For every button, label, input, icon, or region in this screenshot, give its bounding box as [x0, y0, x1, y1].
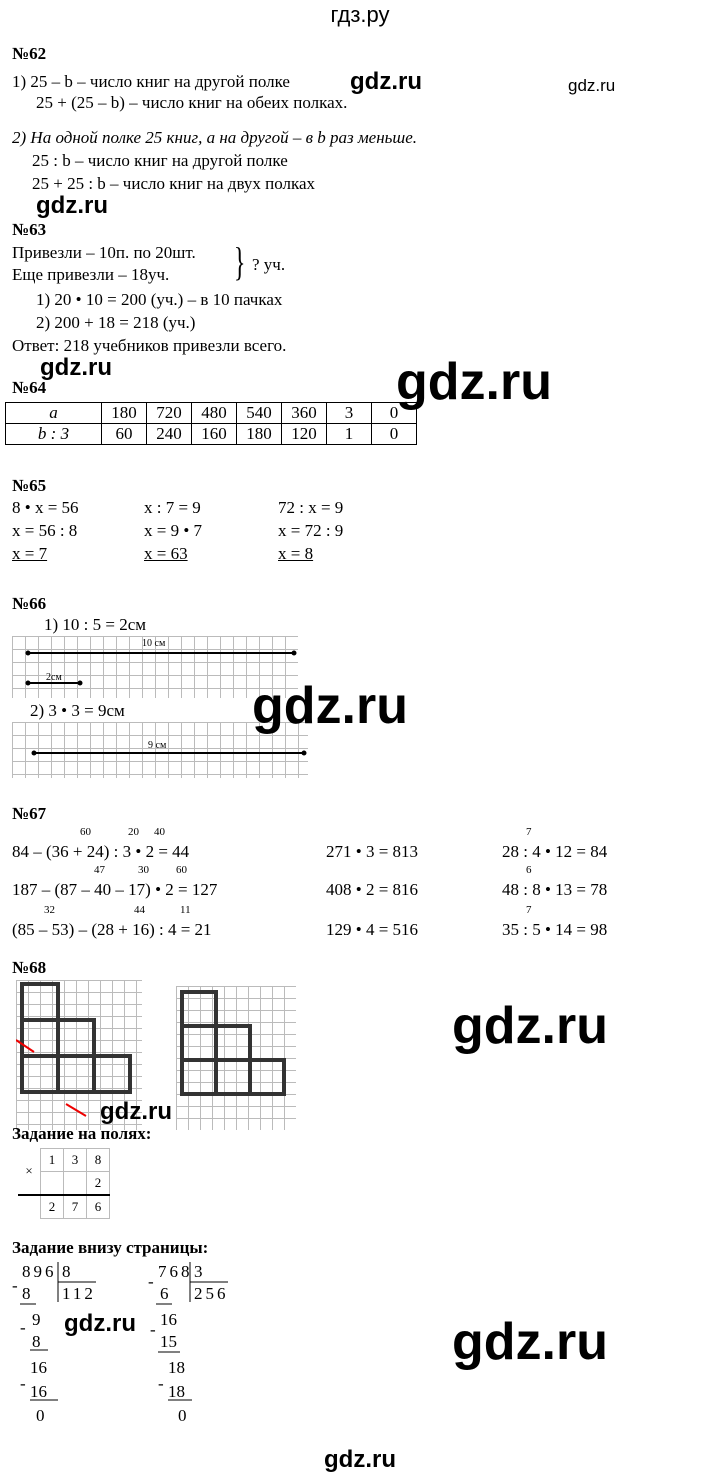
task-62-line5: 25 + 25 : b – число книг на двух полках	[32, 174, 316, 193]
watermark: gdz.ru	[100, 1098, 172, 1125]
table-row	[6, 424, 417, 445]
division-step: 8	[32, 1332, 41, 1351]
expression: 129 • 4 = 516	[326, 920, 419, 939]
step-number: 44	[134, 904, 145, 916]
task-62-line3: 2) На одной полке 25 книг, а на другой – в b раз меньше.	[12, 128, 418, 147]
task-63-title: №63	[12, 220, 47, 239]
division-step: 16	[160, 1310, 177, 1329]
eq-answer: x = 63	[144, 544, 188, 563]
watermark: gdz.ru	[40, 354, 112, 381]
step-number: 7	[526, 826, 532, 838]
segment-endpoint	[26, 681, 31, 686]
divisor: 3	[194, 1262, 203, 1281]
table-cell: 1	[327, 424, 372, 445]
segment-label: 9 см	[148, 740, 167, 751]
site-header: гдз.ру	[330, 2, 390, 27]
minus-sign: -	[20, 1374, 26, 1393]
watermark: gdz.ru	[452, 997, 608, 1055]
table-cell: 3	[64, 1149, 87, 1172]
step-number: 40	[154, 826, 165, 838]
eq-line: x : 7 = 9	[144, 498, 201, 517]
expression: 271 • 3 = 813	[326, 842, 419, 861]
matchstick-square	[216, 1060, 250, 1094]
removed-stick-mark	[16, 1040, 34, 1052]
task-66-step1: 1) 10 : 5 = 2см	[44, 615, 147, 634]
step-number: 47	[94, 864, 105, 876]
task-66-step2: 2) 3 • 3 = 9см	[30, 701, 125, 720]
matchstick-square	[182, 1026, 216, 1060]
expression: 48 : 8 • 13 = 78	[502, 880, 608, 899]
watermark: gdz.ru	[64, 1310, 136, 1337]
task-68-title: №68	[12, 958, 47, 977]
watermark: gdz.ru	[350, 68, 422, 95]
table-cell	[64, 1172, 87, 1196]
table-cell: 360	[282, 403, 327, 424]
matchstick-square	[250, 1060, 284, 1094]
site-footer: gdz.ru	[324, 1446, 396, 1473]
watermark: gdz.ru	[36, 192, 108, 219]
bottom-task-title: Задание внизу страницы:	[12, 1238, 209, 1257]
table-cell: 480	[192, 403, 237, 424]
table-cell: 540	[237, 403, 282, 424]
step-number: 6	[526, 864, 532, 876]
expression: 35 : 5 • 14 = 98	[502, 920, 608, 939]
table-cell: a	[6, 403, 102, 424]
expression: 84 – (36 + 24) : 3 • 2 = 44	[12, 842, 190, 861]
eq-answer: x = 7	[12, 544, 48, 563]
expression: 28 : 4 • 12 = 84	[502, 842, 608, 861]
division-step: 18	[168, 1382, 185, 1401]
task-62-line4: 25 : b – число книг на другой полке	[32, 151, 288, 170]
minus-sign: -	[158, 1374, 164, 1393]
table-cell: 1	[41, 1149, 64, 1172]
task-63-line2: Еще привезли – 18уч.	[12, 265, 170, 284]
table-cell: 180	[102, 403, 147, 424]
expression: 187 – (87 – 40 – 17) • 2 = 127	[12, 880, 218, 899]
task-62-line2: 25 + (25 – b) – число книг на обеих полках.	[36, 93, 348, 112]
segment-endpoint	[26, 651, 31, 656]
step-number: 7	[526, 904, 532, 916]
table-cell: 60	[102, 424, 147, 445]
brace: }	[233, 239, 246, 284]
division-step: 16	[30, 1382, 47, 1401]
table-row	[6, 403, 417, 424]
division-step: 8	[22, 1284, 31, 1303]
table-cell: 2	[41, 1195, 64, 1219]
division-lines	[0, 1260, 240, 1420]
eq-line: x = 9 • 7	[144, 521, 203, 540]
table-cell: 720	[147, 403, 192, 424]
task-62-title: №62	[12, 44, 47, 63]
eq-line: x = 56 : 8	[12, 521, 78, 540]
table-cell: 8	[87, 1149, 110, 1172]
table-cell: 180	[237, 424, 282, 445]
task-64-title: №64	[12, 378, 47, 397]
divisor: 8	[62, 1262, 71, 1281]
table-cell: 0	[372, 403, 417, 424]
segment-label: 10 см	[142, 638, 166, 649]
table-cell: b : 3	[6, 424, 102, 445]
step-number: 60	[80, 826, 91, 838]
table-cell: 3	[327, 403, 372, 424]
task-65-title: №65	[12, 476, 47, 495]
table-cell: 7	[64, 1195, 87, 1219]
division-step: 0	[178, 1406, 187, 1425]
matchstick-figure-after	[176, 986, 296, 1130]
segment-endpoint	[292, 651, 297, 656]
division-step: 6	[160, 1284, 169, 1303]
division-step: 18	[168, 1358, 185, 1377]
step-number: 20	[128, 826, 139, 838]
table-cell: 240	[147, 424, 192, 445]
task-63-line1: Привезли – 10п. по 20шт.	[12, 243, 196, 262]
division-step: 0	[36, 1406, 45, 1425]
task-64-table	[5, 402, 417, 445]
table-row	[18, 1149, 110, 1172]
eq-line: x = 72 : 9	[278, 521, 344, 540]
watermark: gdz.ru	[568, 76, 616, 95]
division-step: 16	[30, 1358, 47, 1377]
task-63-step1: 1) 20 • 10 = 200 (уч.) – в 10 пачках	[36, 290, 283, 309]
dividend: 768	[158, 1262, 193, 1281]
minus-sign: -	[148, 1272, 154, 1291]
step-number: 11	[180, 904, 191, 916]
table-cell: 0	[372, 424, 417, 445]
task-63-question: ? уч.	[252, 255, 286, 274]
task-67-title: №67	[12, 804, 47, 823]
eq-line: 72 : x = 9	[278, 498, 344, 517]
table-cell	[41, 1172, 64, 1196]
task-63-step2: 2) 200 + 18 = 218 (уч.)	[36, 313, 196, 332]
task-66-title: №66	[12, 594, 47, 613]
table-cell: 120	[282, 424, 327, 445]
matchstick-square	[182, 1060, 216, 1094]
expression: 408 • 2 = 816	[326, 880, 419, 899]
quotient: 256	[194, 1284, 229, 1303]
margin-task-title: Задание на полях:	[12, 1124, 152, 1143]
eq-answer: x = 8	[278, 544, 314, 563]
dividend: 896	[22, 1262, 57, 1281]
matchstick-square	[182, 992, 216, 1026]
table-cell	[18, 1195, 41, 1219]
segment-endpoint	[32, 751, 37, 756]
table-cell: 2	[87, 1172, 110, 1196]
watermark: gdz.ru	[452, 1313, 608, 1371]
multiplication-grid	[18, 1148, 110, 1219]
segment-endpoint	[302, 751, 307, 756]
times-sign: ×	[18, 1149, 41, 1196]
task-62-line1: 1) 25 – b – число книг на другой полке	[12, 72, 290, 91]
table-cell: 6	[87, 1195, 110, 1219]
division-step: 15	[160, 1332, 177, 1351]
segment-endpoint	[78, 681, 83, 686]
watermark: gdz.ru	[252, 677, 408, 735]
step-number: 30	[138, 864, 149, 876]
table-cell: 160	[192, 424, 237, 445]
minus-sign: -	[150, 1320, 156, 1339]
eq-line: 8 • x = 56	[12, 498, 79, 517]
task-63-answer: Ответ: 218 учебников привезли всего.	[12, 336, 287, 355]
step-number: 32	[44, 904, 55, 916]
segment-label: 2см	[46, 672, 62, 683]
watermark: gdz.ru	[396, 353, 552, 411]
division-step: 9	[32, 1310, 41, 1329]
minus-sign: -	[20, 1318, 26, 1337]
matchstick-square	[216, 1026, 250, 1060]
step-number: 60	[176, 864, 187, 876]
quotient: 112	[62, 1284, 96, 1303]
expression: (85 – 53) – (28 + 16) : 4 = 21	[12, 920, 212, 939]
minus-sign: -	[12, 1276, 18, 1295]
table-row	[18, 1195, 110, 1219]
